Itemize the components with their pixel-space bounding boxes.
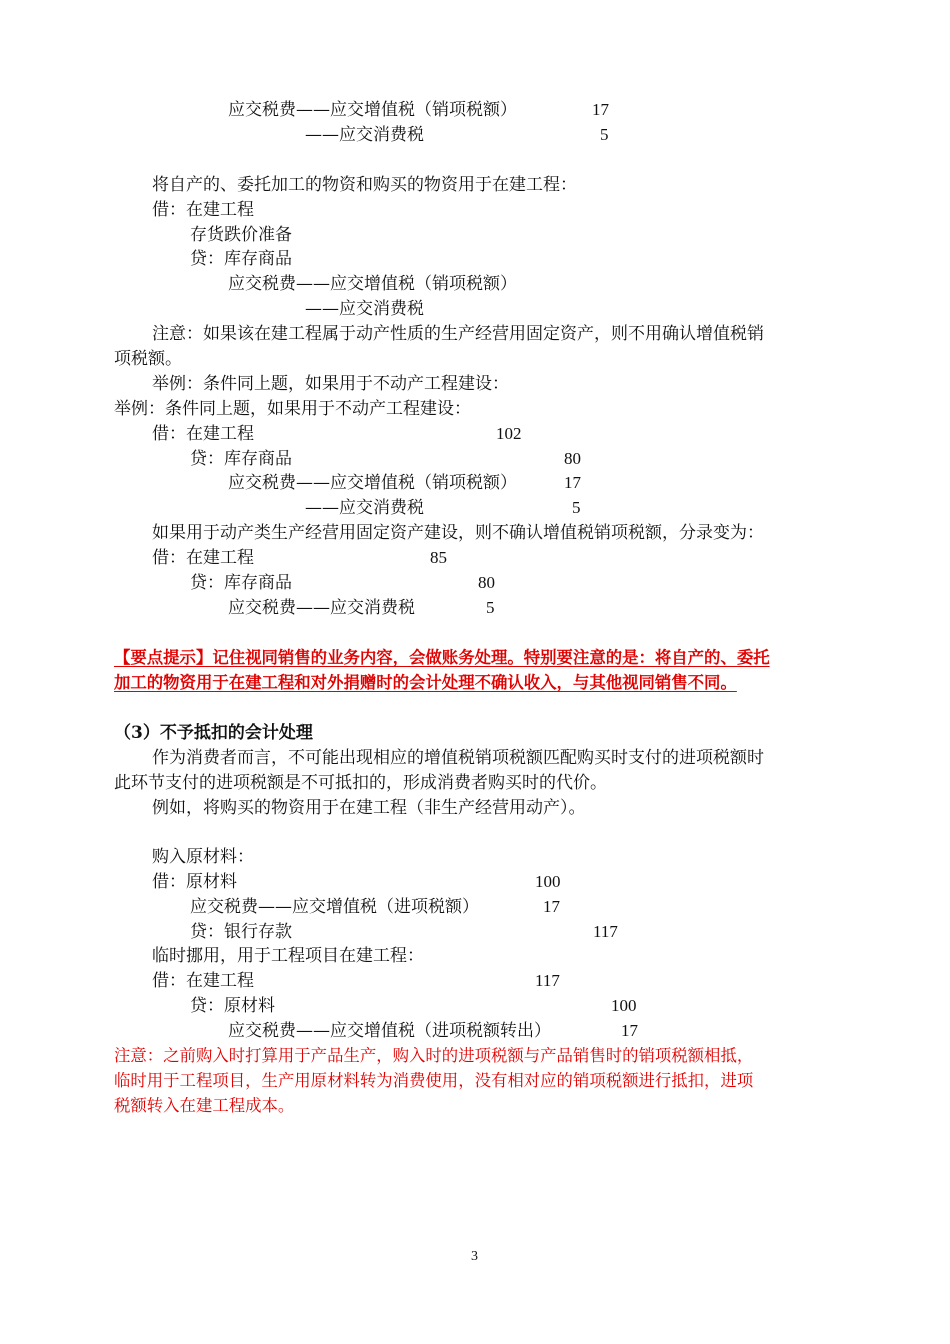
- entry-amount: 85: [430, 548, 447, 567]
- entry-amount: 5: [572, 498, 581, 517]
- entry-amount: 17: [543, 897, 560, 916]
- entry-amount: 117: [593, 922, 618, 941]
- paragraph: 临时挪用，用于工程项目在建工程：: [152, 946, 424, 966]
- entry-amount: 80: [478, 573, 495, 592]
- entry-amount: 100: [535, 872, 561, 891]
- example-title: 举例：条件同上题，如果用于不动产工程建设：: [152, 374, 509, 394]
- entry-line: 应交税费——应交增值税（销项税额）: [228, 473, 517, 493]
- note-paragraph: 项税额。: [114, 349, 182, 369]
- entry-amount: 17: [621, 1021, 638, 1040]
- entry-line: ——应交消费税: [305, 498, 424, 518]
- entry-amount: 17: [592, 100, 609, 119]
- paragraph: 将自产的、委托加工的物资和购买的物资用于在建工程：: [152, 175, 577, 195]
- key-point-tip: 加工的物资用于在建工程和对外捐赠时的会计处理不确认收入，与其他视同销售不同。: [114, 673, 737, 692]
- entry-line: 应交税费——应交消费税: [228, 598, 415, 618]
- entry-line: 贷：银行存款: [190, 922, 292, 942]
- entry-line: ——应交消费税: [305, 125, 424, 145]
- entry-amount: 100: [611, 996, 637, 1015]
- note-paragraph: 注意：之前购入时打算用于产品生产，购入时的进项税额与产品销售时的销项税额相抵，: [114, 1046, 754, 1065]
- entry-line: 借：在建工程: [152, 971, 254, 991]
- page-number: 3: [471, 1249, 478, 1264]
- entry-line: 应交税费——应交增值税（进项税额）: [190, 897, 479, 917]
- paragraph: 例如，将购买的物资用于在建工程（非生产经营用动产）。: [152, 798, 586, 818]
- entry-line: 应交税费——应交增值税（销项税额）: [228, 274, 517, 294]
- entry-amount: 17: [564, 473, 581, 492]
- key-point-tip: 【要点提示】记住视同销售的业务内容，会做账务处理。特别要注意的是：将自产的、委托: [114, 648, 770, 667]
- entry-line: 借：在建工程: [152, 424, 254, 444]
- paragraph: 作为消费者而言，不可能出现相应的增值税销项税额匹配购买时支付的进项税额时: [152, 748, 764, 768]
- paragraph: 购入原材料：: [152, 847, 254, 867]
- entry-line: 贷：库存商品: [190, 249, 292, 269]
- entry-line: 贷：原材料: [190, 996, 275, 1016]
- entry-amount: 5: [600, 125, 609, 144]
- paragraph: 如果用于动产类生产经营用固定资产建设，则不确认增值税销项税额，分录变为：: [152, 523, 764, 543]
- entry-line: 应交税费——应交增值税（进项税额转出）: [228, 1021, 551, 1041]
- entry-line: 贷：库存商品: [190, 449, 292, 469]
- entry-amount: 117: [535, 971, 560, 990]
- entry-line: ——应交消费税: [305, 299, 424, 319]
- entry-line: 应交税费——应交增值税（销项税额）: [228, 100, 517, 120]
- entry-amount: 102: [496, 424, 522, 443]
- note-paragraph: 税额转入在建工程成本。: [114, 1096, 295, 1115]
- entry-line: 贷：库存商品: [190, 573, 292, 593]
- entry-amount: 5: [486, 598, 495, 617]
- paragraph: 此环节支付的进项税额是不可抵扣的，形成消费者购买时的代价。: [114, 773, 607, 793]
- note-paragraph: 临时用于工程项目，生产用原材料转为消费使用，没有相对应的销项税额进行抵扣，进项: [114, 1071, 754, 1090]
- entry-line: 借：原材料: [152, 872, 237, 892]
- note-paragraph: 注意：如果该在建工程属于动产性质的生产经营用固定资产，则不用确认增值税销: [152, 324, 764, 344]
- example-title: 举例：条件同上题，如果用于不动产工程建设：: [114, 399, 471, 419]
- entry-line: 借：在建工程: [152, 548, 254, 568]
- entry-line: 存货跌价准备: [190, 225, 292, 245]
- entry-amount: 80: [564, 449, 581, 468]
- section-heading: （3）不予抵扣的会计处理: [114, 723, 313, 743]
- entry-line: 借：在建工程: [152, 200, 254, 220]
